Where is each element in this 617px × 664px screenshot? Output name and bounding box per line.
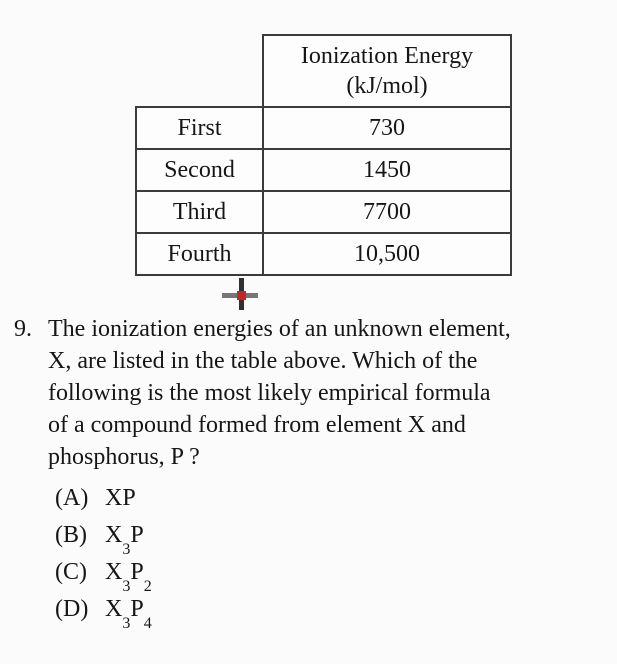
choice-formula: XP	[105, 485, 136, 511]
row-value-cell: 1450	[263, 149, 511, 191]
question-line: The ionization energies of an unknown element,	[48, 316, 511, 342]
answer-choices	[55, 480, 152, 632]
table-header-line-1: Ionization Energy	[300, 43, 474, 69]
choice-formula: $X_3P$	[105, 522, 144, 558]
choice-label: (D)	[55, 596, 89, 622]
choice-d[interactable]	[55, 591, 152, 632]
choice-label: (A)	[55, 485, 89, 511]
row-value-cell: 7700	[263, 191, 511, 233]
choice-c[interactable]	[55, 554, 152, 595]
question-line: of a compound formed from element X and	[48, 412, 466, 438]
choice-formula: $X_3P_4$	[105, 596, 152, 632]
row-label-cell: Second	[136, 149, 263, 191]
question-line: X, are listed in the table above. Which of the	[48, 348, 478, 374]
row-label-cell: Fourth	[136, 233, 263, 275]
table-row	[136, 107, 511, 149]
table-row	[136, 191, 511, 233]
question-line: phosphorus, P ?	[48, 444, 200, 470]
choice-label: (B)	[55, 522, 87, 548]
row-value-cell: 10,500	[263, 233, 511, 275]
question-line: following is the most likely empirical formula	[48, 380, 491, 406]
row-value-cell: 730	[263, 107, 511, 149]
table-header-cell	[263, 35, 511, 107]
table-row	[136, 149, 511, 191]
ionization-energy-table	[135, 34, 512, 276]
table-header-line-2: (kJ/mol)	[346, 73, 428, 99]
choice-label: (C)	[55, 559, 87, 585]
choice-b[interactable]	[55, 517, 152, 558]
question-block	[14, 313, 511, 473]
table-header-row	[136, 35, 511, 107]
row-label-cell: Third	[136, 191, 263, 233]
row-label-cell: First	[136, 107, 263, 149]
table-blank-corner-cell	[136, 35, 263, 107]
question-text	[48, 313, 511, 473]
choice-formula: $X_3P_2$	[105, 559, 152, 595]
crosshair-center	[237, 291, 246, 300]
table-row	[136, 233, 511, 275]
choice-a[interactable]	[55, 480, 152, 517]
question-number: 9.	[14, 316, 32, 342]
